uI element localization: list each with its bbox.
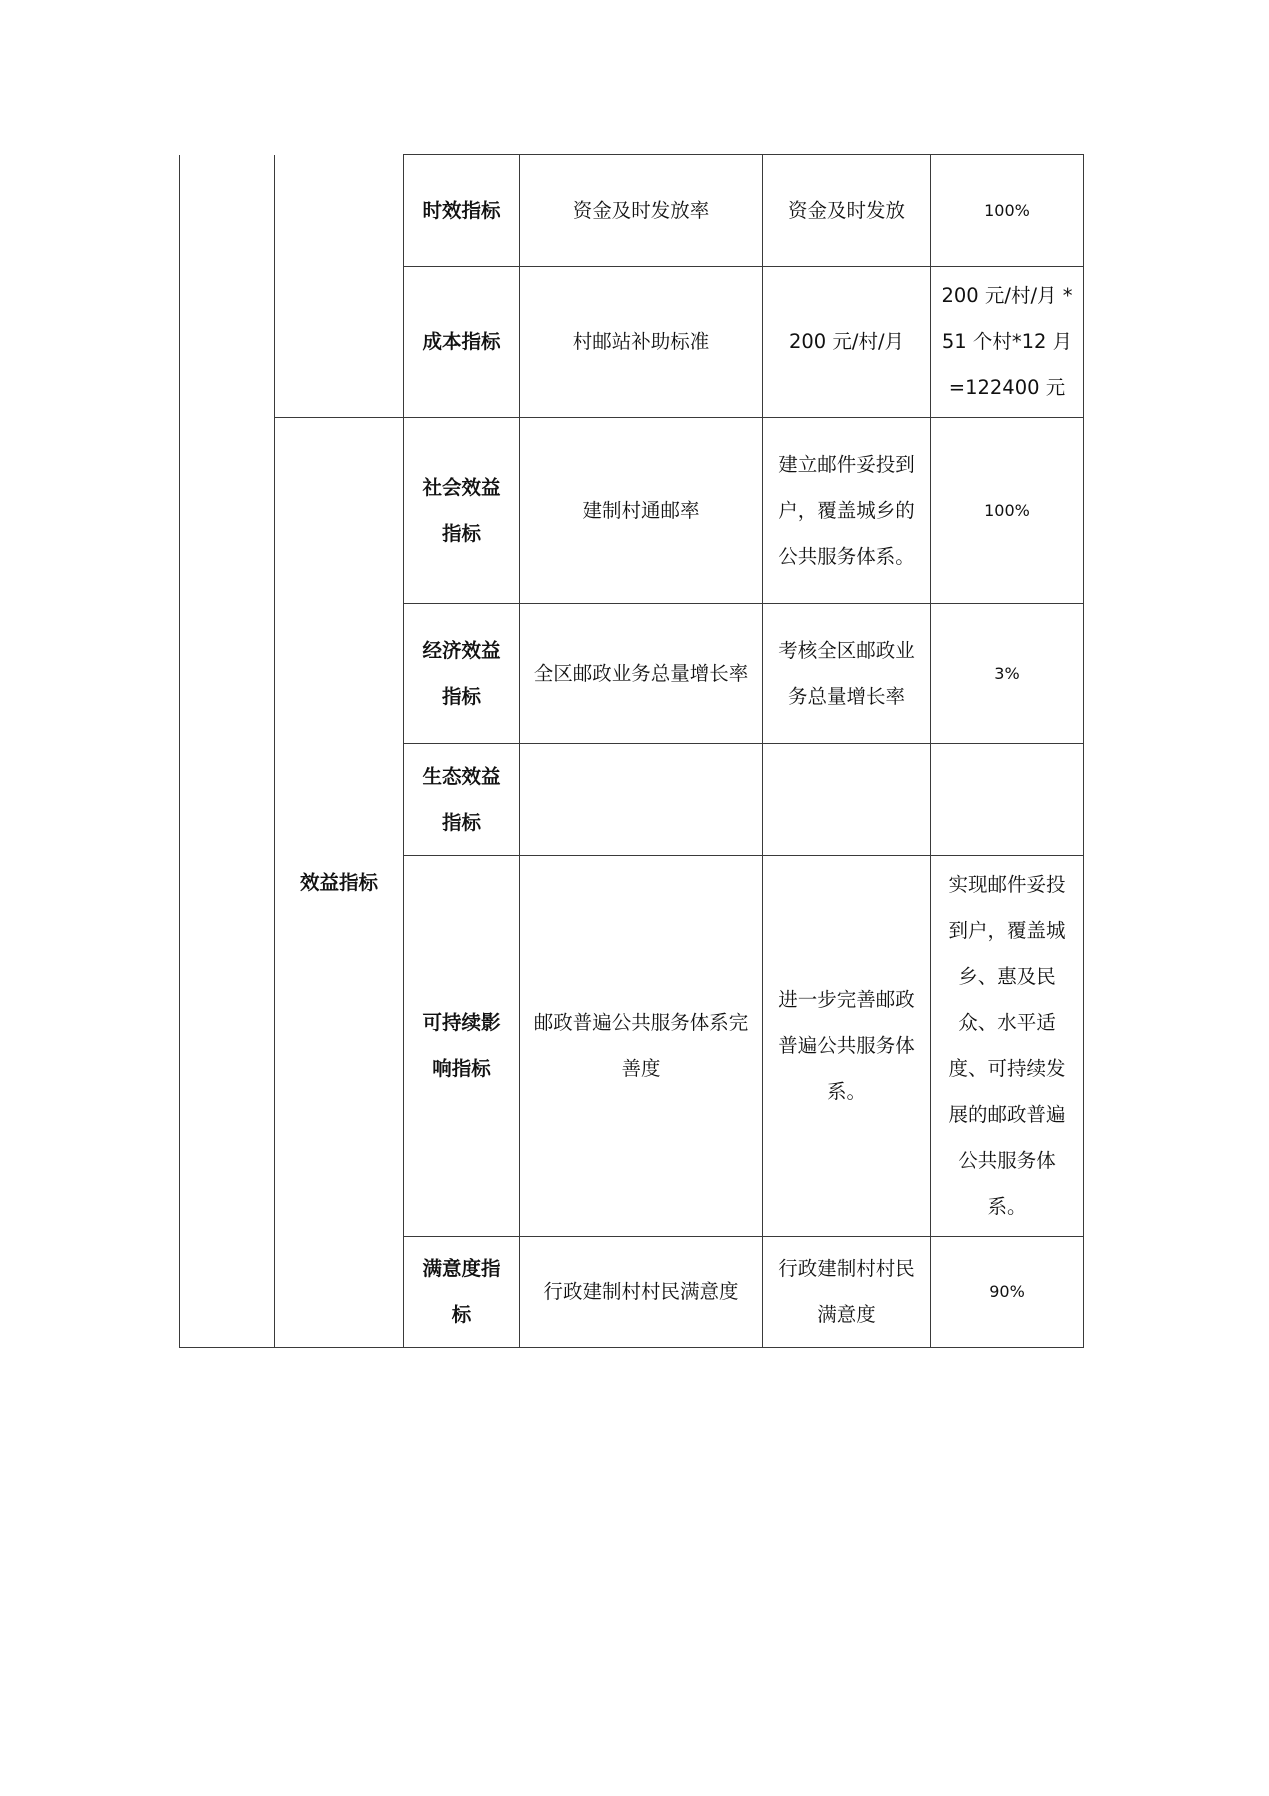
indicator-value-cell: 3%	[931, 604, 1084, 744]
level3-indicator-cell: 成本指标	[404, 267, 520, 418]
indicator-name-cell: 行政建制村村民满意度	[520, 1237, 763, 1348]
level3-indicator-cell: 社会效益指标	[404, 418, 520, 604]
indicator-target-cell: 行政建制村村民满意度	[763, 1237, 931, 1348]
indicator-target-cell: 建立邮件妥投到户，覆盖城乡的公共服务体系。	[763, 418, 931, 604]
level2-indicator-cell: 效益指标	[275, 418, 404, 1348]
indicator-target-cell: 200 元/村/月	[763, 267, 931, 418]
level3-indicator-cell: 时效指标	[404, 155, 520, 267]
level3-indicator-cell: 可持续影响指标	[404, 856, 520, 1237]
indicator-value-cell: 90%	[931, 1237, 1084, 1348]
level3-indicator-cell: 经济效益指标	[404, 604, 520, 744]
indicator-target-cell	[763, 744, 931, 856]
level1-indicator-cell	[180, 155, 275, 1348]
indicator-value-cell: 实现邮件妥投到户，覆盖城乡、惠及民众、水平适度、可持续发展的邮政普遍公共服务体系。	[931, 856, 1084, 1237]
indicator-target-cell: 进一步完善邮政普遍公共服务体系。	[763, 856, 931, 1237]
table-row	[180, 418, 1084, 604]
level3-indicator-cell: 满意度指标	[404, 1237, 520, 1348]
indicator-value-cell: 100%	[931, 155, 1084, 267]
indicator-name-cell	[520, 744, 763, 856]
indicator-value-cell: 100%	[931, 418, 1084, 604]
indicator-name-cell: 资金及时发放率	[520, 155, 763, 267]
table-row	[180, 155, 1084, 267]
performance-indicator-table	[179, 154, 1084, 1348]
indicator-name-cell: 邮政普遍公共服务体系完善度	[520, 856, 763, 1237]
indicator-value-cell: 200 元/村/月 *51 个村*12 月=122400 元	[931, 267, 1084, 418]
indicator-target-cell: 考核全区邮政业务总量增长率	[763, 604, 931, 744]
indicator-value-cell	[931, 744, 1084, 856]
indicator-name-cell: 全区邮政业务总量增长率	[520, 604, 763, 744]
indicator-name-cell: 村邮站补助标准	[520, 267, 763, 418]
indicator-target-cell: 资金及时发放	[763, 155, 931, 267]
level2-indicator-cell	[275, 155, 404, 418]
indicator-name-cell: 建制村通邮率	[520, 418, 763, 604]
level3-indicator-cell: 生态效益指标	[404, 744, 520, 856]
